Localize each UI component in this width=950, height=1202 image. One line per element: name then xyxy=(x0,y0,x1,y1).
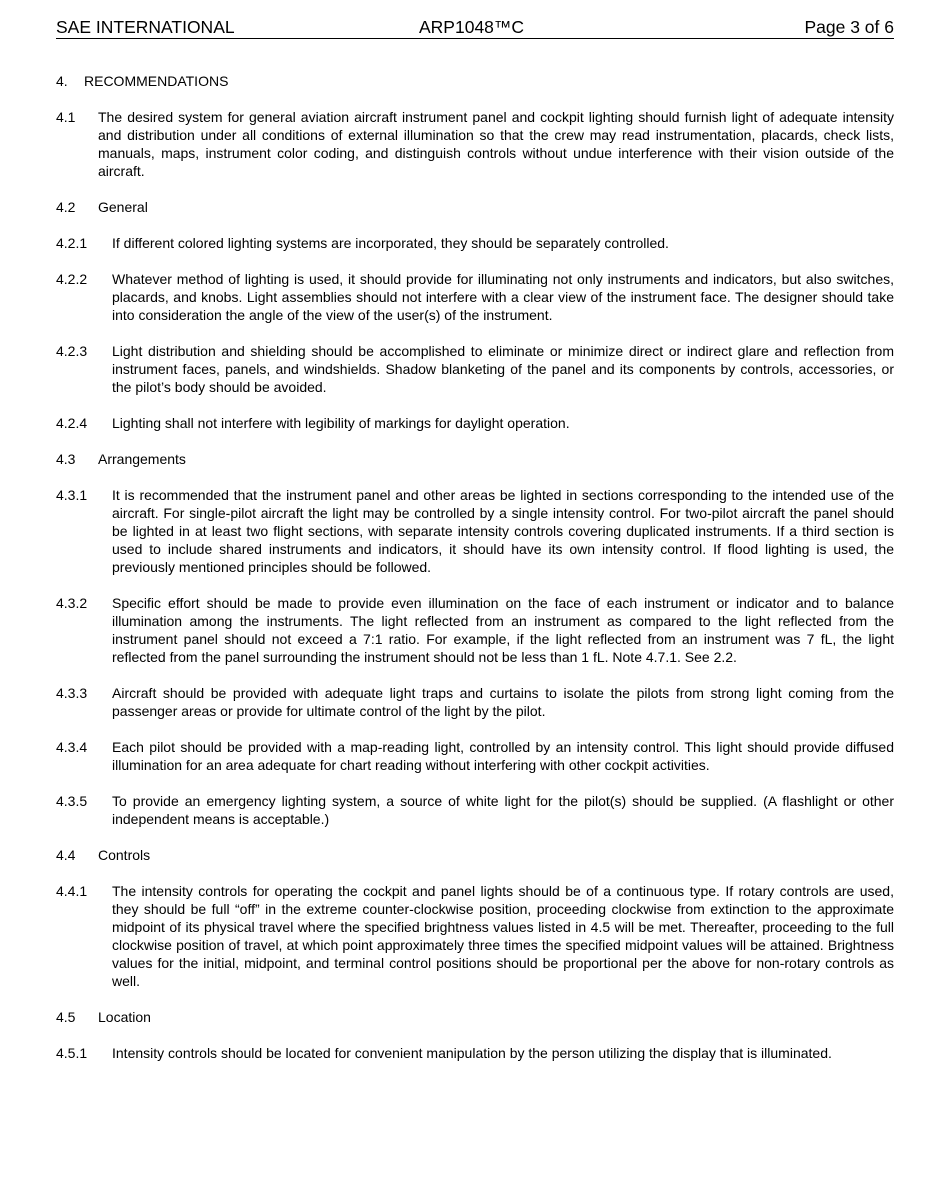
paragraph-number: 4.3.5 xyxy=(56,793,88,809)
paragraph-number: 4.3.4 xyxy=(56,739,88,755)
section-title: Arrangements xyxy=(98,451,186,467)
paragraph-number: 4.2.3 xyxy=(56,343,88,359)
section-number: 4.2 xyxy=(56,199,76,215)
paragraph-text: The desired system for general aviation aircraft instrument panel and cockpit lighting should furnish light of adequate intensity and distribution under all conditions of external illumination so that the crew may read instrumentation, placards, check lists, manuals, maps, instrument color coding, and distinguish controls without undue interference with their vision outside of the aircraft. xyxy=(98,109,894,179)
paragraph-number: 4.3.1 xyxy=(56,487,88,503)
paragraph-4-1 xyxy=(56,108,894,180)
paragraph-number: 4.3.2 xyxy=(56,595,88,611)
paragraph-number: 4.5.1 xyxy=(56,1045,88,1061)
section-4-2-heading xyxy=(56,198,894,216)
paragraph-number: 4.4.1 xyxy=(56,883,88,899)
paragraph-number: 4.2.1 xyxy=(56,235,88,251)
paragraph-text: Aircraft should be provided with adequate light traps and curtains to isolate the pilots from strong light coming from the passenger areas or provide for ultimate control of the light by the pilot. xyxy=(112,685,894,719)
section-number: 4.3 xyxy=(56,451,76,467)
section-4-5-heading xyxy=(56,1008,894,1026)
paragraph-4-5-1 xyxy=(56,1044,894,1062)
paragraph-4-3-1 xyxy=(56,486,894,576)
section-4-4-heading xyxy=(56,846,894,864)
paragraph-4-3-3 xyxy=(56,684,894,720)
paragraph-4-2-4 xyxy=(56,414,894,432)
paragraph-text: Intensity controls should be located for convenient manipulation by the person utilizing the display that is illuminated. xyxy=(112,1045,832,1061)
paragraph-number: 4.3.3 xyxy=(56,685,88,701)
document-body xyxy=(56,72,894,1062)
header-page-number: Page 3 of 6 xyxy=(804,17,894,37)
paragraph-text: Each pilot should be provided with a map-reading light, controlled by an intensity control. This light should provide diffused illumination for an area adequate for chart reading without interfering with other cockpit activities. xyxy=(112,739,894,773)
paragraph-number: 4.2.2 xyxy=(56,271,88,287)
section-title: RECOMMENDATIONS xyxy=(84,73,229,89)
paragraph-text: Whatever method of lighting is used, it should provide for illuminating not only instruments and indicators, but also switches, placards, and knobs. Light assemblies should not interfere with a clear view of the instrument face. The designer should take into consideration the angle of the view of the user(s) of the instrument. xyxy=(112,271,894,323)
paragraph-4-2-2 xyxy=(56,270,894,324)
paragraph-4-2-3 xyxy=(56,342,894,396)
section-4-3-heading xyxy=(56,450,894,468)
paragraph-text: Light distribution and shielding should be accomplished to eliminate or minimize direct or indirect glare and reflection from instrument faces, panels, and windshields. Shadow blanketing of the panel and its components by controls, accessories, or the pilot’s body should be avoided. xyxy=(112,343,894,395)
header-doc-id: ARP1048™C xyxy=(419,17,525,37)
paragraph-number: 4.2.4 xyxy=(56,415,88,431)
paragraph-4-4-1 xyxy=(56,882,894,990)
paragraph-text: The intensity controls for operating the cockpit and panel lights should be of a continuous type. If rotary controls are used, they should be full “off” in the extreme counter-clockwise position, proceeding clockwise from extinction to the approximate midpoint of its physical travel where the specified brightness values listed in 4.5 will be met. Thereafter, proceeding to the full clockwise position of travel, at which point approximately three times the specified midpoint values will be attained. Brightness values for the initial, midpoint, and terminal control positions should be proportional per the above for non-rotary controls as well. xyxy=(112,883,894,989)
section-number: 4.4 xyxy=(56,847,76,863)
paragraph-4-3-4 xyxy=(56,738,894,774)
paragraph-4-3-2 xyxy=(56,594,894,666)
section-4-heading xyxy=(56,72,894,90)
paragraph-text: Specific effort should be made to provide even illumination on the face of each instrument or indicator and to balance illumination among the instruments. The light reflected from an instrument as compared to the light reflected from the instrument panel should not exceed a 7:1 ratio. For example, if the light reflected from an instrument was 7 fL, the light reflected from the panel surrounding the instrument should not be less than 1 fL. Note 4.7.1. See 2.2. xyxy=(112,595,894,665)
document-page xyxy=(56,0,894,1080)
section-number: 4. xyxy=(56,73,68,89)
paragraph-4-3-5 xyxy=(56,792,894,828)
paragraph-number: 4.1 xyxy=(56,109,76,125)
section-title: General xyxy=(98,199,148,215)
paragraph-text: Lighting shall not interfere with legibility of markings for daylight operation. xyxy=(112,415,570,431)
paragraph-text: If different colored lighting systems are incorporated, they should be separately controlled. xyxy=(112,235,669,251)
paragraph-text: It is recommended that the instrument panel and other areas be lighted in sections corresponding to the intended use of the aircraft. For single-pilot aircraft the light may be controlled by a single intensity control. For two-pilot aircraft the panel should be lighted in at least two flight sections, with separate intensity controls covering duplicated instruments. If a third section is used to include shared instruments and indicators, it should have its own intensity control. If flood lighting is used, the previously mentioned principles should be followed. xyxy=(112,487,894,575)
section-title: Controls xyxy=(98,847,151,863)
paragraph-4-2-1 xyxy=(56,234,894,252)
section-number: 4.5 xyxy=(56,1009,76,1025)
paragraph-text: To provide an emergency lighting system, a source of white light for the pilot(s) should be supplied. (A flashlight or other independent means is acceptable.) xyxy=(112,793,894,827)
page-header xyxy=(56,16,894,39)
section-title: Location xyxy=(98,1009,151,1025)
header-org: SAE INTERNATIONAL xyxy=(56,17,235,37)
